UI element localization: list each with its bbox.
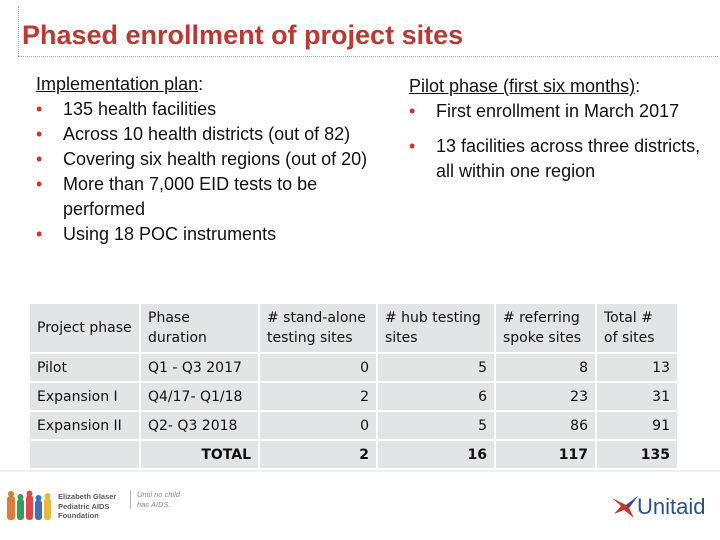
header-stand-alone-sites: # stand-alone testing sites (260, 304, 378, 352)
unitaid-wordmark: Unitaid (637, 494, 706, 519)
egpaf-figures-icon (6, 490, 52, 524)
phase-table (30, 302, 677, 470)
implementation-heading-line (36, 72, 396, 97)
header-phase-duration: Phase duration (141, 304, 260, 352)
total-spoke: 117 (496, 441, 597, 468)
title-divider-vertical (18, 6, 19, 56)
implementation-plan-section (36, 72, 396, 247)
cell-hub: 5 (378, 412, 496, 439)
implementation-bullet-list (36, 97, 396, 247)
cell-hub: 6 (378, 383, 496, 410)
cell-spoke: 23 (496, 383, 597, 410)
cell-total: 91 (597, 412, 677, 439)
implementation-bullet: • More than 7,000 EID tests to be performed (36, 172, 396, 222)
implementation-heading: Implementation plan (36, 74, 199, 94)
header-total-sites: Total # of sites (597, 304, 677, 352)
cell-duration: Q4/17- Q1/18 (141, 383, 260, 410)
pilot-bullet-list (409, 99, 709, 184)
implementation-bullet: • Covering six health regions (out of 20) (36, 147, 396, 172)
egpaf-logo (6, 490, 186, 526)
table-row (30, 354, 677, 381)
table-total-row (30, 441, 677, 468)
cell-duration: Q1 - Q3 2017 (141, 354, 260, 381)
header-hub-sites: # hub testing sites (378, 304, 496, 352)
pilot-heading: Pilot phase (first six months) (409, 76, 636, 96)
pilot-heading-colon: : (635, 76, 641, 96)
unitaid-bird-icon (610, 492, 640, 522)
header-project-phase: Project phase (30, 304, 141, 352)
cell-total: 31 (597, 383, 677, 410)
pilot-bullet: • 13 facilities across three districts, all within one region (409, 134, 709, 184)
implementation-bullet: • Across 10 health districts (out of 82) (36, 122, 396, 147)
cell-stand-alone: 2 (260, 383, 378, 410)
pilot-heading-line (409, 74, 709, 99)
implementation-bullet: • 135 health facilities (36, 97, 396, 122)
header-referring-spoke-sites: # referring spoke sites (496, 304, 597, 352)
cell-phase: Pilot (30, 354, 141, 381)
title-divider (18, 56, 718, 57)
table-header-row (30, 304, 677, 352)
cell-spoke: 8 (496, 354, 597, 381)
cell-phase: Expansion II (30, 412, 141, 439)
implementation-bullet: • Using 18 POC instruments (36, 222, 396, 247)
page-title: Phased enrollment of project sites (22, 20, 464, 50)
cell-duration: Q2- Q3 2018 (141, 412, 260, 439)
footer-divider (0, 470, 720, 472)
total-stand-alone: 2 (260, 441, 378, 468)
unitaid-logo (610, 488, 715, 528)
cell-hub: 5 (378, 354, 496, 381)
cell-stand-alone: 0 (260, 354, 378, 381)
table-row (30, 383, 677, 410)
table-row (30, 412, 677, 439)
egpaf-name: Elizabeth Glaser Pediatric AIDS Foundation (58, 492, 117, 520)
total-sites: 135 (597, 441, 677, 468)
pilot-bullet: • First enrollment in March 2017 (409, 99, 709, 124)
total-hub: 16 (378, 441, 496, 468)
egpaf-tagline: Until no child has AIDS. (130, 490, 192, 509)
cell-stand-alone: 0 (260, 412, 378, 439)
cell-blank (30, 441, 141, 468)
pilot-phase-section (409, 74, 709, 184)
cell-spoke: 86 (496, 412, 597, 439)
cell-phase: Expansion I (30, 383, 141, 410)
total-label: TOTAL (141, 441, 260, 468)
implementation-heading-colon: : (198, 74, 204, 94)
cell-total: 13 (597, 354, 677, 381)
